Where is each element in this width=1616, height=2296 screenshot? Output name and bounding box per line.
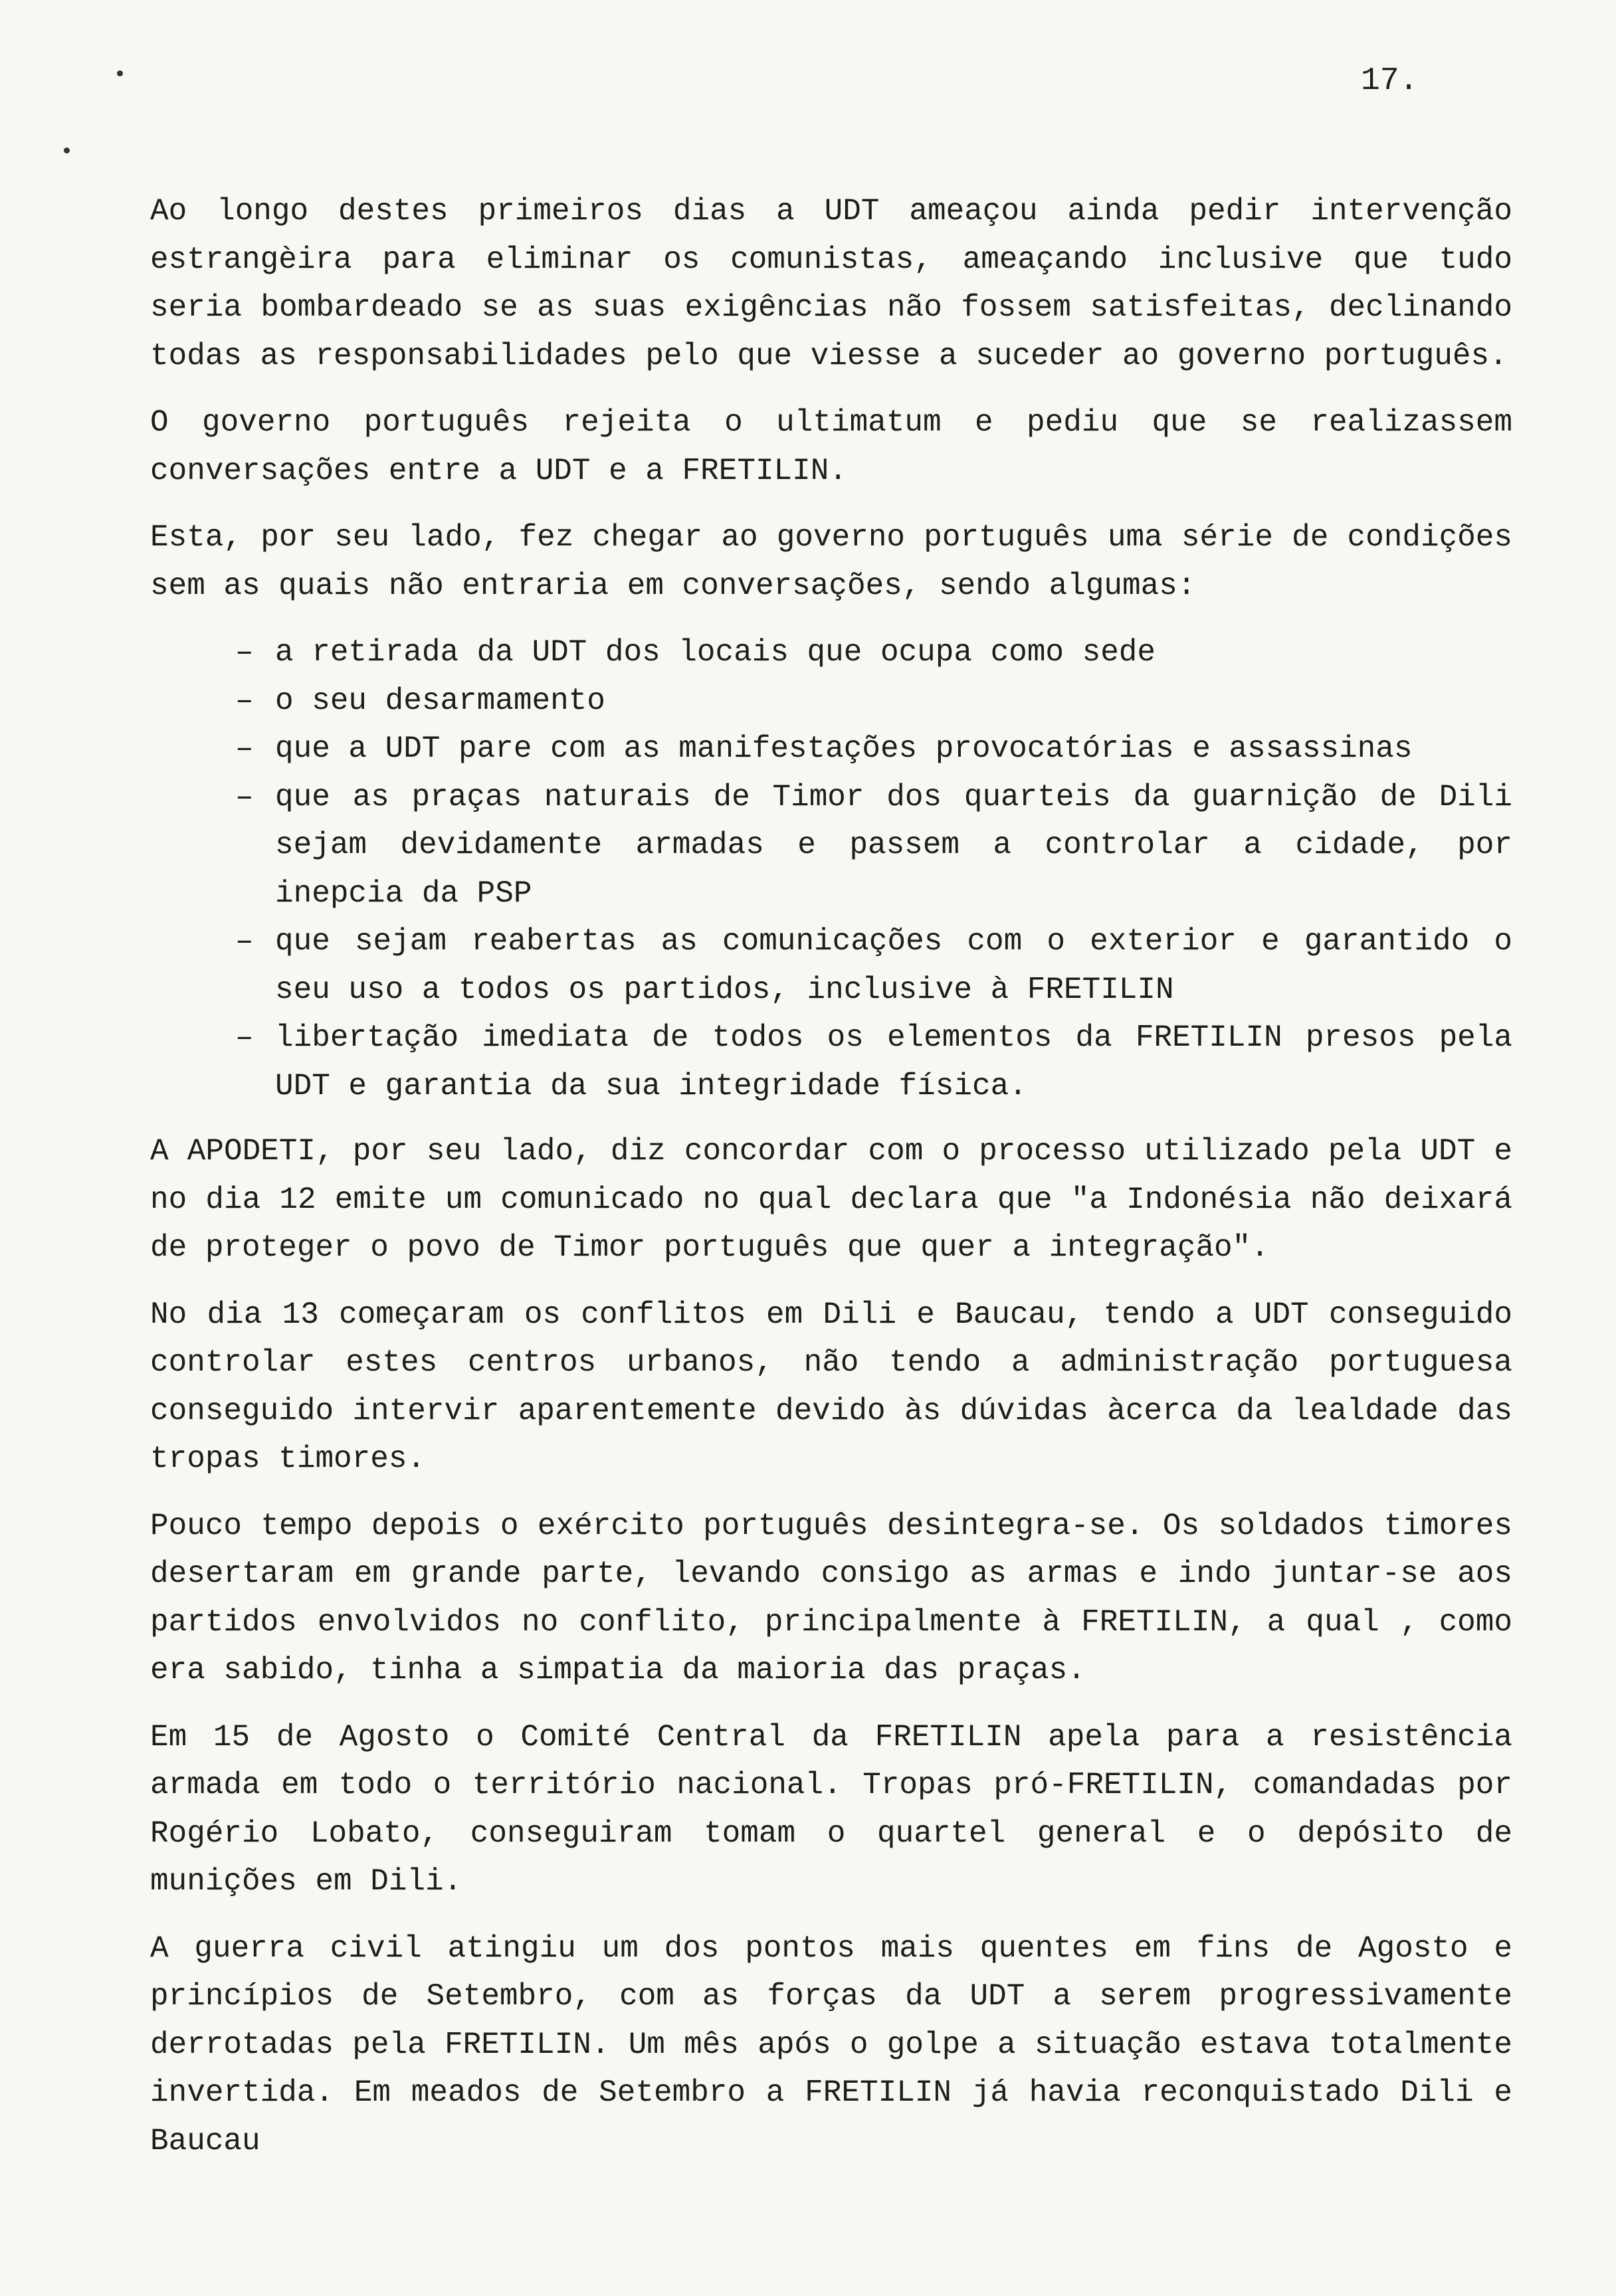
paragraph-government-rejects: O governo português rejeita o ultimatum e pediu que se realizassem conversações entre a UDT e a FRETILIN. — [150, 405, 1512, 488]
list-item: – a retirada da UDT dos locais que ocupa como sede — [235, 635, 1156, 670]
body-text — [150, 187, 1512, 2184]
paragraph-udt-threats: Ao longo destes primeiros dias a UDT ameaçou ainda pedir intervenção estrangèira para eliminar os comunistas, ameaçando inclusive que tudo seria bombardeado se as suas exigências não fossem satisfeitas, declinando todas as responsabilidades pelo que viesse a suceder ao governo português. — [150, 194, 1512, 373]
list-item: – o seu desarmamento — [235, 683, 605, 718]
list-item: – que sejam reabertas as comunicações com o exterior e garantido o seu uso a todos os partidos, inclusive à FRETILIN — [235, 924, 1512, 1007]
paragraph-fretilin-conditions: Esta, por seu lado, fez chegar ao governo português uma série de condições sem as quais não entraria em conversações, sendo algumas: — [150, 520, 1512, 603]
scan-speck — [64, 147, 70, 153]
paragraph-army-disintegrates: Pouco tempo depois o exército português desintegra-se. Os soldados timores desertaram em grande parte, levando consigo as armas e indo juntar-se aos partidos envolvidos no conflito, principalmente à FRETILIN, a qual , como era sabido, tinha a simpatia da maioria das praças. — [150, 1508, 1512, 1687]
paragraph-conflicts-begin: No dia 13 começaram os conflitos em Dili e Baucau, tendo a UDT conseguido controlar estes centros urbanos, não tendo a administração portuguesa conseguido intervir aparentemente devido às dúvidas àcerca da lealdade das tropas timores. — [150, 1297, 1512, 1476]
paragraph-apodeti: A APODETI, por seu lado, diz concordar com o processo utilizado pela UDT e no dia 12 emite um comunicado no qual declara que "a Indonésia não deixará de proteger o povo de Timor português que quer a integração". — [150, 1134, 1512, 1265]
paragraph-civil-war: A guerra civil atingiu um dos pontos mais quentes em fins de Agosto e princípios de Setembro, com as forças da UDT a serem progressivamente derrotadas pela FRETILIN. Um mês após o golpe a situação estava totalmente invertida. Em meados de Setembro a FRETILIN já havia reconquistado Dili e Baucau — [150, 1931, 1512, 2158]
list-item: – que as praças naturais de Timor dos quarteis da guarnição de Dili sejam devidamente armadas e passem a controlar a cidade, por inepcia da PSP — [235, 779, 1512, 911]
list-item: – que a UDT pare com as manifestações provocatórias e assassinas — [235, 731, 1413, 766]
list-item: – libertação imediata de todos os elementos da FRETILIN presos pela UDT e garantia da sua integridade física. — [235, 1020, 1512, 1103]
page-number: 17. — [1361, 63, 1419, 99]
paragraph-armed-resistance: Em 15 de Agosto o Comité Central da FRETILIN apela para a resistência armada em todo o território nacional. Tropas pró-FRETILIN, comandadas por Rogério Lobato, conseguiram tomam o quartel general e o depósito de munições em Dili. — [150, 1719, 1512, 1899]
conditions-list — [150, 628, 1512, 1110]
scan-speck — [117, 70, 123, 76]
